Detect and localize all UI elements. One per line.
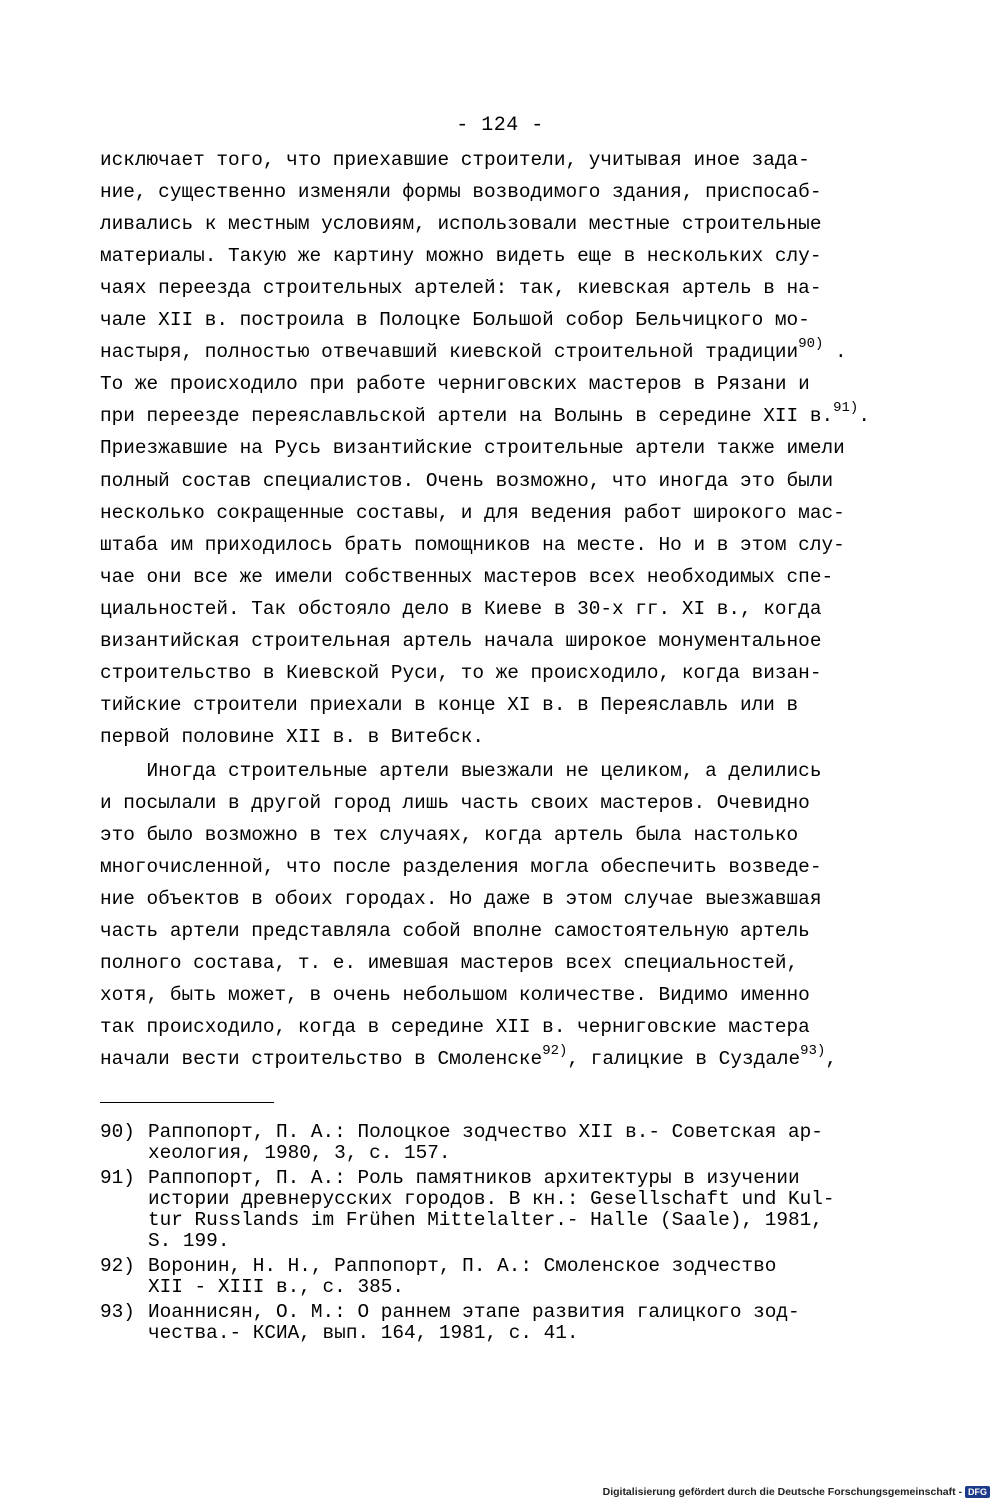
footnote-divider [100,1102,274,1103]
line-text: первой половине XII в. в Витебск. [100,725,484,748]
body-line [100,629,821,653]
line-text: исключает того, что приехавшие строители, учитывая иное зада- [100,149,810,171]
line-text: это было возможно в тех случаях, когда артель была настолько [100,824,799,847]
line-text: хотя, быть может, в очень небольшом количестве. Видимо именно [100,984,810,1007]
footnote-number: 93) [100,1301,135,1323]
line-text: циальностей. Так обстояло дело в Киеве в 30-х гг. XI в., когда [100,597,822,620]
body-line [100,855,821,879]
body-line [100,148,810,172]
line-text: Иногда строительные артели выезжали не целиком, а делились [100,759,822,782]
dfg-logo: DFG [965,1486,990,1498]
line-text: чаях переезда строительных артелей: так, киевская артель в на- [100,277,822,300]
body-line [100,469,833,493]
line-text: часть артели представляла собой вполне самостоятельную артель [100,920,810,943]
line-text: строительство в Киевской Руси, то же происходило, когда визан- [100,661,822,684]
footnote-text: Раппопорт, П. А.: Роль памятников архитектуры в изучении [148,1167,800,1189]
footnote-number: 91) [100,1167,135,1189]
line-text: настыря, полностью отвечавший киевской строительной традиции [100,341,799,364]
line-text: тийские строители приехали в конце XI в. в Переяславль или в [100,693,799,716]
line-text: при переезде переяславльской артели на Волынь в середине XII в. [100,405,834,428]
body-line [100,336,847,364]
body-line [100,308,810,332]
footnote-number: 90) [100,1121,135,1143]
line-text: чае они все же имели собственных мастеров всех необходимых спе- [100,565,834,588]
footnote-marker: 90) [798,336,824,353]
line-text: ние объектов в обоих городах. Но даже в этом случае выезжавшая [100,888,822,911]
body-line [100,565,833,589]
body-line [100,983,810,1007]
body-line [100,823,798,847]
body-line [100,693,798,717]
line-text-continued: , галицкие в Суздале [567,1048,801,1071]
line-text: несколько сокращенные составы, и для ведения работ широкого мас- [100,501,845,524]
line-text: полный состав специалистов. Очень возможно, что иногда это были [100,469,834,492]
line-text: материалы. Такую же картину можно видеть еще в нескольких слу- [100,245,822,268]
body-line [100,887,821,911]
line-text: и посылали в другой город лишь часть своих мастеров. Очевидно [100,792,810,814]
credit-text: Digitalisierung gefördert durch die Deutsche Forschungsgemeinschaft - [602,1486,962,1498]
line-text-continued: , [825,1048,837,1071]
footnote [100,1302,800,1344]
body-line [100,276,821,300]
footnote-text: истории древнерусских городов. В кн.: Gesellschaft und Kul- [148,1188,835,1210]
body-line [100,759,821,783]
footnote [100,1122,823,1164]
body-line [100,244,821,268]
body-line [100,533,845,557]
body-line [100,725,484,749]
body-line [100,951,798,975]
footnote-number: 92) [100,1255,135,1277]
body-line [100,501,845,525]
body-line [100,791,810,815]
footnote [100,1168,835,1252]
footnote-text: Воронин, Н. Н., Раппопорт, П. А.: Смоленское зодчество [148,1255,777,1277]
line-text-continued: . [823,341,847,364]
line-text: ливались к местным условиям, использовали местные строительные [100,213,822,236]
footnote [100,1256,776,1298]
footnote-text: чества.- КСИА, вып. 164, 1981, с. 41. [148,1322,579,1344]
body-line [100,372,810,396]
footnote-text: S. 199. [148,1230,230,1252]
footnote-text: tur Russlands im Frühen Mittelalter.- Halle (Saale), 1981, [148,1209,823,1231]
digitization-credit [603,1486,990,1498]
footnote-text: Иоаннисян, О. М.: О раннем этапе развития галицкого зод- [148,1301,800,1323]
body-line [100,661,821,685]
line-text: так происходило, когда в середине XII в. черниговские мастера [100,1016,810,1039]
line-text: штаба им приходилось брать помощников на месте. Но и в этом слу- [100,533,845,556]
line-text: чале XII в. построила в Полоцке Большой собор Бельчицкого мо- [100,309,810,332]
line-text: многочисленной, что после разделения могла обеспечить возведе- [100,856,822,879]
footnote-marker: 91) [833,400,859,417]
body-line [100,1015,810,1039]
body-line [100,1043,837,1071]
footnote-text: XII - XIII в., с. 385. [148,1276,404,1298]
line-text: То же происходило при работе черниговских мастеров в Рязани и [100,373,810,396]
line-text: ние, существенно изменяли формы возводимого здания, приспосаб- [100,181,822,204]
body-line [100,919,810,943]
line-text-continued: . [858,405,870,428]
footnote-text: хеология, 1980, 3, с. 157. [148,1142,451,1164]
page-number: - 124 - [456,114,544,137]
line-text: начали вести строительство в Смоленске [100,1048,543,1071]
body-line [100,212,821,236]
body-line [100,597,821,621]
footnote-text: Раппопорт, П. А.: Полоцкое зодчество XII в.- Советская ар- [148,1121,823,1143]
line-text: полного состава, т. е. имевшая мастеров всех специальностей, [100,952,799,975]
body-line [100,180,821,204]
body-line [100,400,870,428]
line-text: Приезжавшие на Русь византийские строительные артели также имели [100,437,845,460]
line-text: византийская строительная артель начала широкое монументальное [100,629,822,652]
body-line [100,436,845,460]
footnote-marker: 93) [800,1043,826,1060]
footnote-marker: 92) [542,1043,568,1060]
